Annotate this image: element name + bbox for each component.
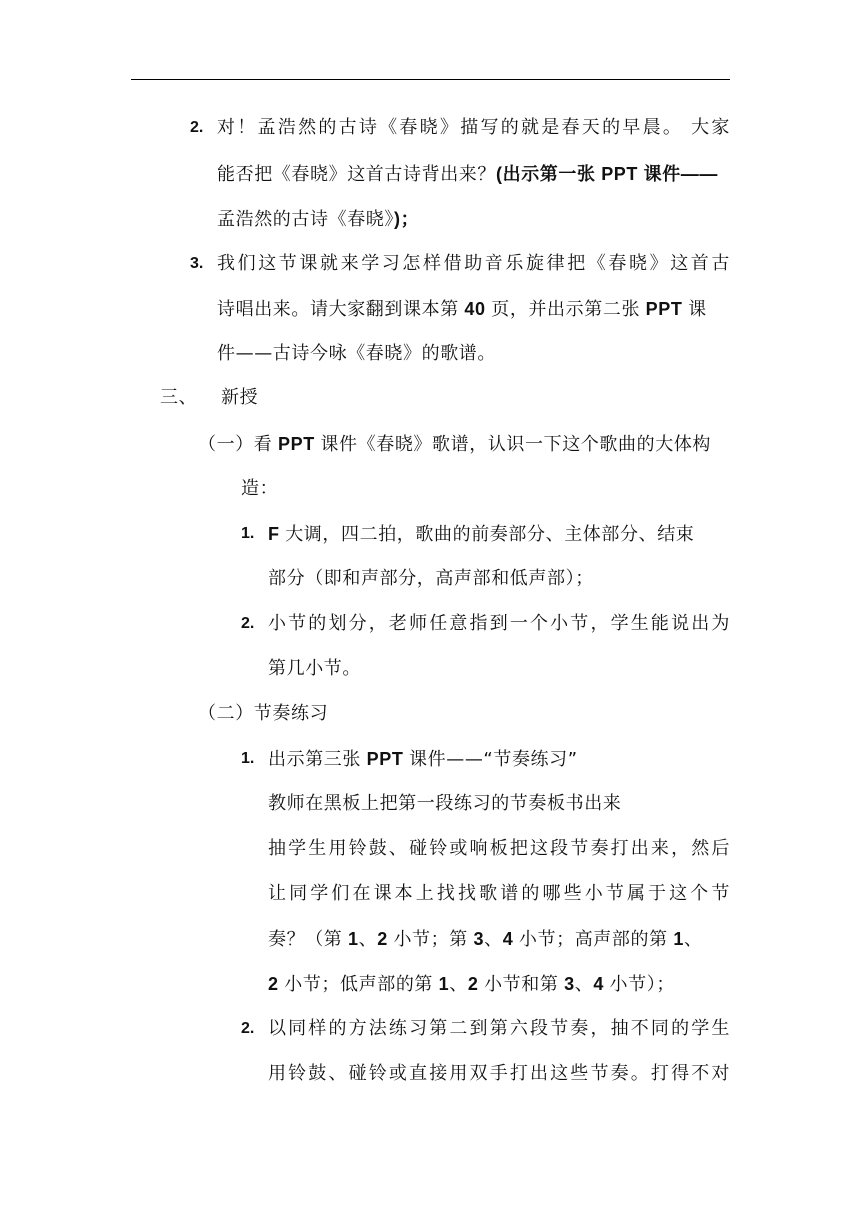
- sub-2-title: （二）节奏练习: [198, 703, 329, 724]
- sub-2-item-1-line-5: 奏？（第 1、2 小节；第 3、4 小节；高声部的第 1、: [268, 929, 703, 950]
- item-3-line-1: 我们这节课就来学习怎样借助音乐旋律把《春晓》这首古: [217, 253, 730, 274]
- item-3-line-3: 件——古诗今咏《春晓》的歌谱。: [217, 343, 496, 364]
- item-2-line-3: 孟浩然的古诗《春晓》)；: [217, 209, 420, 230]
- sub-1-item-1-line-1: F 大调，四二拍，歌曲的前奏部分、主体部分、结束: [268, 524, 695, 545]
- sub-2-item-1-line-3: 抽学生用铃鼓、碰铃或响板把这段节奏打出来，然后: [268, 838, 730, 859]
- sub-1-item-1-line-2: 部分（即和声部分，高声部和低声部）；: [268, 568, 594, 589]
- sub-1-line-1: （一）看 PPT 课件《春晓》歌谱，认识一下这个歌曲的大体构: [198, 434, 712, 455]
- header-rule: [131, 79, 730, 80]
- sub-2-item-1-line-1: 出示第三张 PPT 课件——“节奏练习”: [268, 749, 578, 770]
- item-2-line-2: 能否把《春晓》这首古诗背出来？(出示第一张 PPT 课件——: [217, 164, 719, 185]
- sub-2-item-2-number: 2.: [241, 1020, 255, 1037]
- sub-1-line-2: 造：: [241, 478, 279, 499]
- sub-2-item-1-line-2: 教师在黑板上把第一段练习的节奏板书出来: [268, 793, 622, 814]
- section-3-number: 三、: [160, 387, 198, 408]
- item-3-line-2: 诗唱出来。请大家翻到课本第 40 页，并出示第二张 PPT 课: [217, 299, 707, 320]
- sub-2-item-2-line-1: 以同样的方法练习第二到第六段节奏，抽不同的学生: [268, 1018, 730, 1039]
- sub-1-item-1-number: 1.: [241, 525, 255, 542]
- item-3-number: 3.: [190, 255, 204, 272]
- sub-1-item-2-line-1: 小节的划分，老师任意指到一个小节，学生能说出为: [268, 613, 730, 634]
- sub-2-item-2-line-2: 用铃鼓、碰铃或直接用双手打出这些节奏。打得不对: [268, 1063, 730, 1084]
- section-3-title: 新授: [221, 387, 259, 408]
- sub-2-item-1-line-6: 2 小节；低声部的第 1、2 小节和第 3、4 小节）；: [268, 974, 675, 995]
- item-2-line-1: 对！孟浩然的古诗《春晓》描写的就是春天的早晨。 大家: [217, 117, 730, 138]
- sub-2-item-1-line-4: 让同学们在课本上找找歌谱的哪些小节属于这个节: [268, 883, 730, 904]
- sub-2-item-1-number: 1.: [241, 750, 255, 767]
- item-2-number: 2.: [190, 119, 204, 136]
- sub-1-item-2-number: 2.: [241, 615, 255, 632]
- sub-1-item-2-line-2: 第几小节。: [268, 658, 361, 679]
